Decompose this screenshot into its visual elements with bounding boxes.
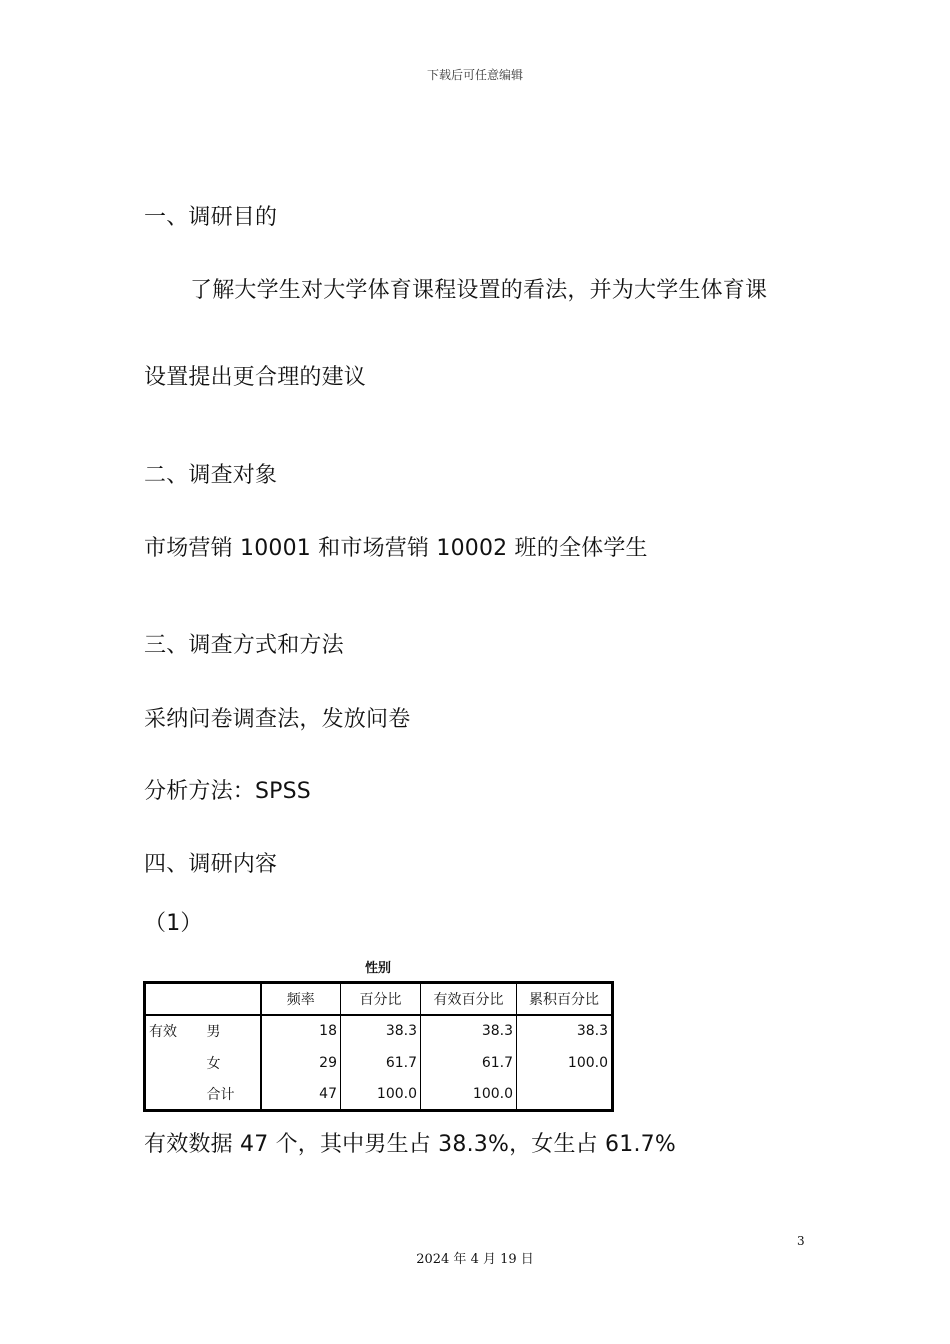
header-cell: 频率: [261, 983, 341, 1015]
cell-percent: 38.3: [341, 1015, 421, 1047]
row-label: 男: [201, 1015, 261, 1047]
group-label-empty: [145, 1079, 201, 1111]
table-row: [145, 1015, 613, 1047]
row-label: 合计: [201, 1079, 261, 1111]
cell-valid-percent: 61.7: [421, 1047, 517, 1079]
cell-cumulative-percent: 100.0: [517, 1047, 613, 1079]
group-label: 有效: [149, 1024, 177, 1040]
cell-valid-percent: 100.0: [421, 1079, 517, 1111]
cell-frequency: 47: [261, 1079, 341, 1111]
header-note: 下载后可任意编辑: [426, 68, 523, 82]
cell-cumulative-percent: 38.3: [517, 1015, 613, 1047]
header-cell: 有效百分比: [421, 983, 517, 1015]
table-row: [145, 1079, 613, 1111]
row-label: 女: [201, 1047, 261, 1079]
header-cell: 累积百分比: [517, 983, 613, 1015]
paragraph-purpose-line2: 设置提出更合理的建议: [144, 365, 367, 390]
cell-frequency: 18: [261, 1015, 341, 1047]
summary-paragraph: 有效数据 47 个，其中男生占 38.3%，女生占 61.7%: [144, 1132, 676, 1157]
table-title: 性别: [364, 961, 391, 976]
header-empty: [201, 983, 261, 1015]
cell-frequency: 29: [261, 1047, 341, 1079]
heading-purpose: 一、调研目的: [144, 205, 278, 230]
paragraph-method: 采纳问卷调查法，发放问卷: [144, 707, 411, 732]
cell-valid-percent: 38.3: [421, 1015, 517, 1047]
item-number: （1）: [144, 911, 203, 936]
frequency-table: [143, 981, 614, 1112]
heading-method: 三、调查方式和方法: [144, 633, 344, 658]
table-header-row: [145, 983, 613, 1015]
header-cell: 百分比: [341, 983, 421, 1015]
cell-cumulative-percent: [517, 1079, 613, 1111]
footer-date: 2024 年 4 月 19 日: [416, 1252, 534, 1267]
cell-percent: 61.7: [341, 1047, 421, 1079]
header-empty: [145, 983, 201, 1015]
heading-subject: 二、调查对象: [144, 463, 278, 488]
page-number: 3: [797, 1234, 805, 1248]
cell-percent: 100.0: [341, 1079, 421, 1111]
paragraph-analysis: 分析方法：SPSS: [144, 779, 311, 804]
paragraph-purpose-line1: 了解大学生对大学体育课程设置的看法，并为大学生体育课: [190, 278, 768, 303]
table-row: [145, 1047, 613, 1079]
paragraph-subject: 市场营销 10001 和市场营销 10002 班的全体学生: [144, 536, 648, 561]
heading-content: 四、调研内容: [144, 852, 278, 877]
group-label-empty: [145, 1047, 201, 1079]
